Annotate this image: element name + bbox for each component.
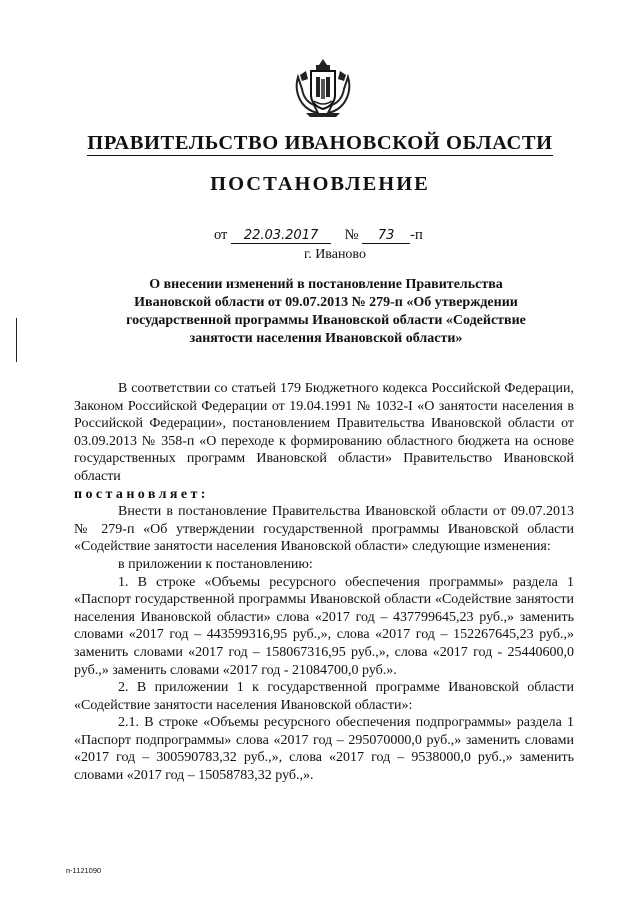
resolves-line [74,486,574,504]
resolves-word: постановляет: [74,486,209,502]
body-paragraph: 2.1. В строке «Объемы ресурсного обеспечения подпрограммы» раздела 1 «Паспорт подпрограммы» слова «2017 год – 295070000,0 руб.,» заменить словами «2017 год – 300590783,32 руб.,», слова «2017 год – 9538000,0 руб.,» заменить словами «2017 год – 15058783,32 руб.,». [74,715,574,784]
body-paragraph: в приложении к постановлению: [118,556,313,572]
coat-of-arms-emblem [292,55,354,119]
margin-mark [16,318,17,362]
decree-number: 73 [362,228,410,244]
decree-subject: О внесении изменений в постановление Правительства Ивановской области от 09.07.2013 № 279-п «Об утверждении государственной программы Ивановской области «Содействие занятости населения Ивановской области» [126,277,526,346]
number-suffix: -п [410,227,423,243]
city-name: г. Иваново [304,247,366,262]
body-paragraph: 1. В строке «Объемы ресурсного обеспечения программы» раздела 1 «Паспорт государственной программы Ивановской области «Содействие занятости населения Ивановской области» слова «2017 год – 437799645,23 руб.,» заменить словами «2017 год – 443599316,95 руб.,», слова «2017 год – 152267645,23 руб.,» заменить словами «2017 год – 158067316,95 руб.,», слова «2017 год - 25440600,0 руб.,» заменить словами «2017 год - 21084700,0 руб.». [74,574,574,678]
footer-code: п-1121090 [66,866,102,875]
number-sign: № [344,227,359,243]
date-prefix: от [214,227,228,243]
body-paragraph: Внести в постановление Правительства Ивановской области от 09.07.2013 № 279-п «Об утверждении государственной программы Ивановской области «Содействие занятости населения Ивановской области» следующие изменения: [74,504,574,555]
preamble-paragraph: В соответствии со статьей 179 Бюджетного кодекса Российской Федерации, Законом Российской Федерации от 19.04.1991 № 1032-I «О занятости населения в Российской Федерации», постановлением Правительства Ивановской области от 03.09.2013 № 358-п «О переходе к формированию областного бюджета на основе государственных программ Ивановской области» Правительство Ивановской области [74,381,574,484]
decree-date: 22.03.2017 [231,228,331,244]
document-type: ПОСТАНОВЛЕНИЕ [210,173,430,195]
body-paragraph: 2. В приложении 1 к государственной программе Ивановской области «Содействие занятости населения Ивановской области»: [74,680,574,713]
date-number-line [214,227,423,244]
decree-body [74,380,574,785]
government-name: ПРАВИТЕЛЬСТВО ИВАНОВСКОЙ ОБЛАСТИ [87,132,553,154]
